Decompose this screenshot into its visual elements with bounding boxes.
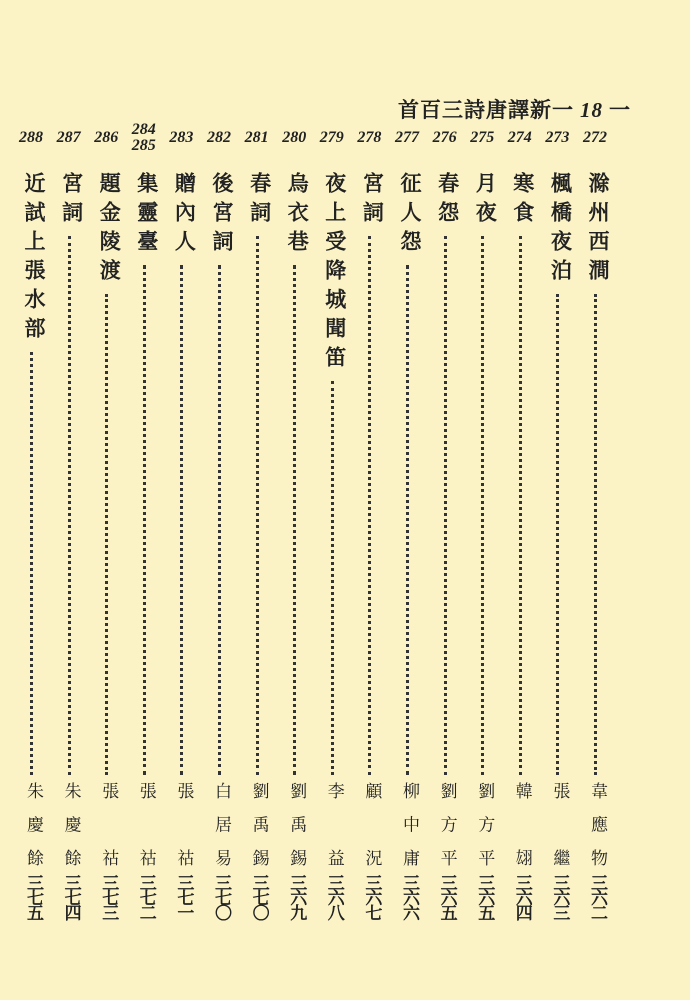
page-ref: 三七五 — [23, 874, 43, 919]
poem-number: 284 285 — [131, 121, 156, 154]
poet-name: 韓翃 — [511, 782, 532, 866]
poem-title: 春詞 — [247, 172, 273, 230]
poem-number: 287 — [56, 129, 81, 146]
dash: 一 — [552, 97, 574, 122]
dot-leader — [68, 236, 71, 775]
poem-number: 282 — [207, 129, 231, 146]
poet-name: 韋應物 — [587, 782, 607, 866]
page-ref: 三七三 — [98, 874, 119, 919]
toc-entry — [200, 0, 238, 1000]
page-ref: 三六五 — [474, 874, 495, 919]
poem-title: 春怨 — [435, 172, 461, 230]
poet-name: 劉方平 — [436, 782, 457, 866]
poem-title: 夜上受降城聞笛 — [322, 172, 348, 375]
poem-number: 273 — [545, 129, 570, 146]
dot-leader — [331, 381, 334, 775]
poet-name: 劉禹錫 — [286, 782, 307, 866]
poem-number: 286 — [94, 129, 119, 146]
page-ref: 三六九 — [286, 874, 307, 919]
toc-entry — [313, 0, 351, 1000]
page-ref: 三七一 — [173, 874, 194, 919]
dot-leader — [368, 236, 371, 775]
poem-title: 集靈臺 — [134, 172, 160, 259]
poem-title: 近試上張水部 — [22, 172, 47, 346]
page-ref: 三六八 — [323, 874, 344, 919]
toc-entry — [50, 0, 88, 1000]
toc-entry — [576, 0, 614, 1000]
dot-leader — [519, 236, 522, 775]
poem-title: 宮詞 — [59, 172, 85, 230]
poem-title: 題金陵渡 — [97, 172, 123, 288]
dot-leader — [30, 352, 33, 775]
book-title: 首百三詩唐譯新 — [398, 97, 552, 122]
toc-entry — [125, 0, 163, 1000]
toc-entry — [538, 0, 576, 1000]
dot-leader — [594, 294, 597, 775]
poem-title: 楓橋夜泊 — [548, 172, 574, 288]
dot-leader — [180, 265, 183, 775]
page-ref: 三七〇 — [248, 874, 269, 919]
page-ref: 三六二 — [587, 874, 607, 919]
toc-entry — [350, 0, 388, 1000]
page-ref: 三六五 — [436, 874, 457, 919]
dot-leader — [105, 294, 108, 775]
toc-entry — [238, 0, 276, 1000]
poem-number: 276 — [432, 129, 457, 146]
page-ref: 三七二 — [135, 874, 156, 919]
poet-name: 劉方平 — [474, 782, 495, 866]
poem-title: 贈內人 — [172, 172, 198, 259]
toc-entry — [275, 0, 313, 1000]
toc-entry — [463, 0, 501, 1000]
poem-title: 後宮詞 — [210, 172, 235, 259]
dot-leader — [406, 265, 409, 775]
poet-name: 張祜 — [135, 782, 156, 866]
poem-number: 283 — [169, 129, 194, 146]
poem-title: 月夜 — [473, 172, 499, 230]
toc-entry — [12, 0, 50, 1000]
poem-number: 274 — [507, 129, 532, 146]
poet-name: 顧況 — [361, 782, 382, 866]
poem-number: 280 — [282, 129, 307, 146]
page-ref: 三七〇 — [211, 874, 231, 919]
toc-entry — [501, 0, 539, 1000]
poet-name: 張祜 — [173, 782, 194, 866]
poem-number: 275 — [470, 129, 495, 146]
poem-number: 281 — [244, 129, 269, 146]
dash: 一 — [609, 97, 631, 122]
poem-title: 征人怨 — [398, 172, 423, 259]
page-number: 18 — [580, 98, 603, 122]
dot-leader — [556, 294, 559, 775]
poet-name: 朱慶餘 — [60, 782, 81, 866]
poet-name: 白居易 — [211, 782, 231, 866]
poem-title: 滁州西澗 — [586, 172, 611, 288]
poet-name: 張祜 — [98, 782, 119, 866]
poem-number: 278 — [357, 129, 382, 146]
page-ref: 三六六 — [399, 874, 419, 919]
poet-name: 張繼 — [549, 782, 570, 866]
dot-leader — [218, 265, 221, 775]
poem-number: 277 — [395, 129, 419, 146]
dot-leader — [481, 236, 484, 775]
toc-entry — [426, 0, 464, 1000]
poem-number: 279 — [319, 129, 344, 146]
dot-leader — [444, 236, 447, 775]
poem-title: 寒食 — [510, 172, 536, 230]
poem-title: 烏衣巷 — [285, 172, 311, 259]
poet-name: 柳中庸 — [399, 782, 419, 866]
poem-number: 272 — [583, 129, 607, 146]
toc-entry — [162, 0, 200, 1000]
page-ref: 三六四 — [511, 874, 532, 919]
page-ref: 三七四 — [60, 874, 81, 919]
poet-name: 劉禹錫 — [248, 782, 269, 866]
dot-leader — [293, 265, 296, 775]
page-ref: 三六七 — [361, 874, 382, 919]
poet-name: 朱慶餘 — [23, 782, 43, 866]
toc-entry — [388, 0, 426, 1000]
toc-entry — [87, 0, 125, 1000]
page-ref: 三六三 — [549, 874, 570, 919]
poem-title: 宮詞 — [360, 172, 386, 230]
dot-leader — [143, 265, 146, 775]
dot-leader — [256, 236, 259, 775]
poet-name: 李益 — [323, 782, 344, 866]
poem-number: 288 — [19, 129, 43, 146]
